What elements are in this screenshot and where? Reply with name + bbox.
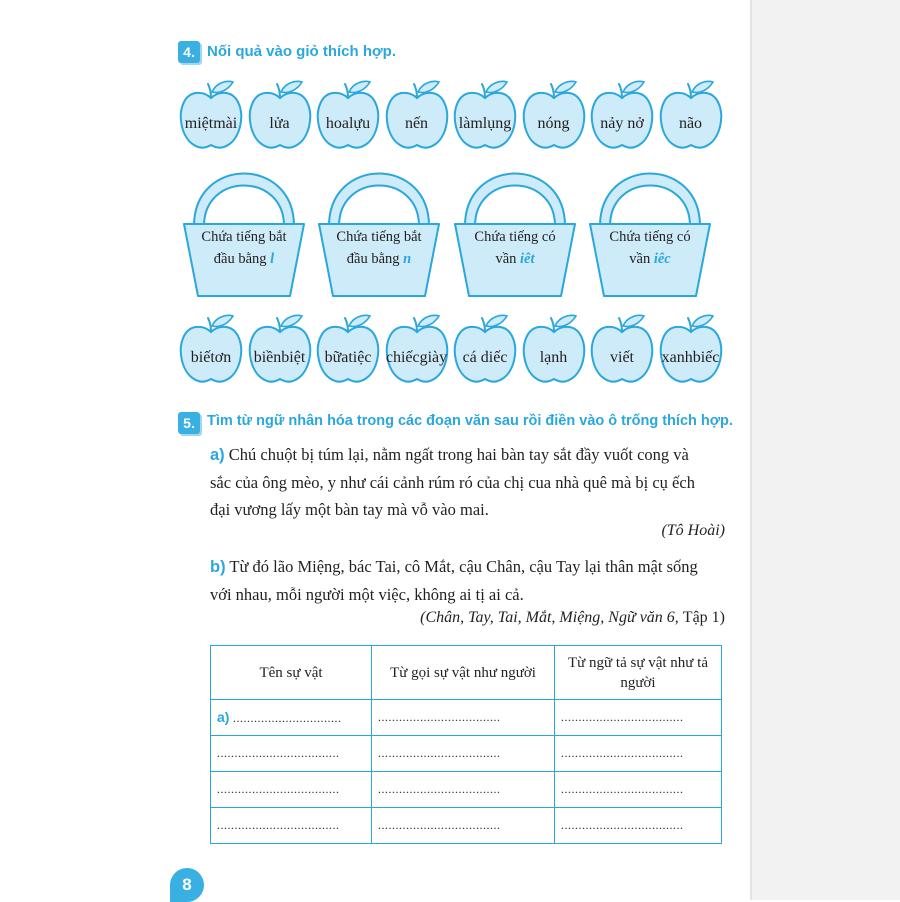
table-row — [211, 736, 722, 772]
answer-blank[interactable]: ................................... — [555, 808, 722, 844]
passage-b-line-1: Từ đó lão Miệng, bác Tai, cô Mắt, cậu Chân, cậu Tay lại thân mật sống — [229, 557, 698, 576]
passage-a-line-3: đại vương lấy một bàn tay mà vỗ vào mai. — [210, 500, 489, 519]
apple-word: lạnh — [539, 348, 568, 366]
apple-word: viết — [610, 348, 634, 366]
page-edge — [750, 0, 752, 900]
apple-word: lửa — [269, 114, 290, 132]
passage-a — [210, 441, 730, 523]
basket-label: Chứa tiếng bắt đầu bằng l — [201, 229, 287, 267]
top-apple[interactable] — [384, 78, 450, 152]
apple-word: nảy nở — [600, 114, 644, 132]
apple-word: làm lụng — [458, 114, 512, 132]
exercise-4-number: 4. — [178, 41, 200, 63]
passage-b-source-main: (Chân, Tay, Tai, Mắt, Miệng, Ngữ văn 6, — [420, 609, 679, 626]
answer-blank[interactable]: ................................... — [555, 772, 722, 808]
answer-blank[interactable]: ................................... — [372, 808, 555, 844]
bottom-apple[interactable] — [658, 312, 724, 386]
table-row — [211, 700, 722, 736]
bottom-apple[interactable] — [521, 312, 587, 386]
bottom-apple[interactable] — [178, 312, 244, 386]
passage-b-label: b) — [210, 558, 226, 576]
answer-blank[interactable]: ................................... — [372, 772, 555, 808]
apple-word: nóng — [537, 114, 570, 132]
answer-blank[interactable]: ................................... — [372, 736, 555, 772]
basket-label: Chứa tiếng có vần iêt — [474, 229, 556, 267]
basket-4[interactable] — [586, 162, 714, 298]
answer-blank[interactable]: ................................... — [211, 736, 372, 772]
apple-word: xanh biếc — [661, 348, 720, 366]
basket-label: Chứa tiếng bắt đầu bằng n — [336, 229, 422, 267]
answer-table — [210, 645, 722, 844]
passage-a-line-1: Chú chuột bị túm lại, nằm ngất trong hai bàn tay sắt đầy vuốt cong và — [228, 445, 689, 464]
table-header-person-words: Từ gọi sự vật như người — [372, 646, 555, 700]
table-header-describe-words: Từ ngữ tả sự vật như tả người — [555, 646, 722, 700]
passage-a-line-2: sắc của ông mèo, y như cái cảnh rúm ró của chị cua nhà quê mà bị cụ ếch — [210, 473, 695, 492]
exercise-5-number: 5. — [178, 412, 200, 434]
top-apple[interactable] — [521, 78, 587, 152]
passage-b-source-tail: Tập 1) — [682, 609, 725, 626]
answer-blank[interactable]: ................................... — [211, 808, 372, 844]
top-apple[interactable] — [178, 78, 244, 152]
apple-word: nến — [404, 114, 429, 132]
top-apple[interactable] — [315, 78, 381, 152]
apple-word: biết ơn — [190, 348, 232, 366]
passage-b-line-2: với nhau, mỗi người một việc, không ai tị ai cả. — [210, 585, 524, 604]
top-apple[interactable] — [247, 78, 313, 152]
basket-3[interactable] — [451, 162, 579, 298]
top-apple[interactable] — [589, 78, 655, 152]
bottom-apple[interactable] — [452, 312, 518, 386]
table-row — [211, 808, 722, 844]
bottom-apple[interactable] — [589, 312, 655, 386]
basket-1[interactable] — [180, 162, 308, 298]
apple-word: cá diếc — [462, 348, 508, 366]
top-apple[interactable] — [658, 78, 724, 152]
page-number: 8 — [170, 868, 204, 902]
apple-word: miệt mài — [184, 114, 238, 132]
bottom-apple[interactable] — [315, 312, 381, 386]
answer-blank[interactable]: ................................... — [555, 700, 722, 736]
table-header-name: Tên sự vật — [211, 646, 372, 700]
top-apple[interactable] — [452, 78, 518, 152]
basket-label: Chứa tiếng có vần iêc — [609, 229, 691, 267]
answer-blank[interactable]: ................................... — [372, 700, 555, 736]
passage-b-source — [380, 609, 725, 627]
passage-b — [210, 553, 730, 608]
answer-blank[interactable]: ................................... — [555, 736, 722, 772]
bottom-apple[interactable] — [384, 312, 450, 386]
answer-blank[interactable]: ................................... — [211, 772, 372, 808]
basket-2[interactable] — [315, 162, 443, 298]
table-row — [211, 772, 722, 808]
apple-word: bữa tiệc — [324, 348, 372, 366]
exercise-4-title: Nối quả vào giỏ thích hợp. — [207, 43, 396, 60]
passage-a-label: a) — [210, 446, 225, 464]
apple-word: biền biệt — [253, 348, 306, 366]
exercise-5-title: Tìm từ ngữ nhân hóa trong các đoạn văn sau rồi điền vào ô trống thích hợp. — [207, 413, 733, 429]
apple-word: hoa lựu — [325, 114, 371, 132]
apple-word: chiếc giày — [385, 348, 448, 366]
apple-word: não — [678, 114, 703, 132]
passage-a-source: (Tô Hoài) — [661, 522, 725, 539]
bottom-apple[interactable] — [247, 312, 313, 386]
answer-blank[interactable]: a) ............................... — [211, 700, 372, 736]
page-margin-shade — [752, 0, 900, 900]
